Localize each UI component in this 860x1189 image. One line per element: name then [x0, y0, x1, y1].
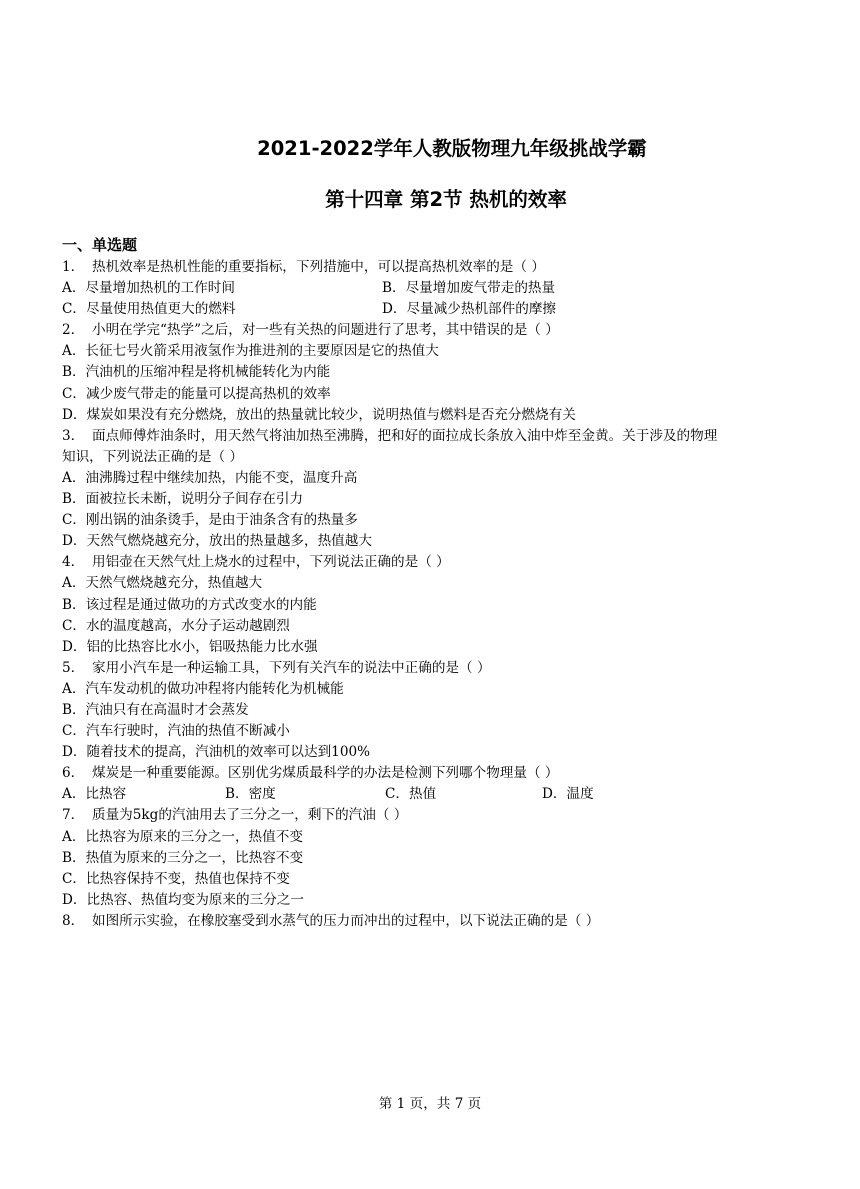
option-a: A．尽量增加热机的工作时间: [62, 280, 235, 297]
option-d: D．比热容、热值均变为原来的三分之一: [62, 891, 304, 908]
question-3: [62, 426, 852, 447]
document-title: 2021-2022学年人教版物理九年级挑战学霸: [257, 137, 647, 160]
option-c: C．尽量使用热值更大的燃料: [62, 301, 236, 318]
option-a: A．比热容: [62, 786, 127, 803]
question-number: 2．: [62, 322, 85, 339]
question-text: 如图所示实验，在橡胶塞受到水蒸气的压力而冲出的过程中，以下说法正确的是（ ）: [92, 912, 600, 929]
question-text: 小明在学完“热学”之后，对一些有关热的问题进行了思考，其中错误的是（ ）: [92, 322, 559, 339]
question-5: [62, 658, 852, 679]
question-4: [62, 552, 852, 573]
option-b: B．汽油机的压缩冲程是将机械能转化为内能: [62, 364, 331, 381]
option-d: D．煤炭如果没有充分燃烧，放出的热量就比较少，说明热值与燃料是否充分燃烧有关: [62, 406, 576, 423]
question-1-options-row: [62, 278, 852, 299]
question-number: 1．: [62, 259, 85, 275]
option-c: C．汽车行驶时，汽油的热值不断减小: [62, 723, 290, 740]
question-number: 8．: [62, 912, 85, 929]
question-list: [62, 257, 852, 932]
chapter-title: 第十四章 第2节 热机的效率: [325, 188, 567, 211]
option-d: D．尽量减少热机部件的摩擦: [382, 301, 557, 318]
option-c: C．比热容保持不变，热值也保持不变: [62, 870, 290, 887]
option-b: B．热值为原来的三分之一，比热容不变: [62, 849, 304, 866]
question-text-continued: 知识，下列说法正确的是（ ）: [62, 448, 244, 465]
page-footer: 第 1 页，共 7 页: [378, 1096, 482, 1112]
question-number: 5．: [62, 659, 85, 676]
question-1-options-row: [62, 299, 852, 320]
option-b: B．汽油只有在高温时才会蒸发: [62, 701, 249, 718]
section-heading: 一、单选题: [62, 236, 138, 254]
question-text: 质量为5kg的汽油用去了三分之一，剩下的汽油（ ）: [92, 807, 408, 824]
question-number: 4．: [62, 554, 85, 571]
question-text: 面点师傅炸油条时，用天然气将油加热至沸腾，把和好的面拉成长条放入油中炸至金黄。关于涉及的物理: [92, 427, 718, 444]
option-b: B．尽量增加废气带走的热量: [382, 280, 556, 297]
option-a: A．比热容为原来的三分之一，热值不变: [62, 828, 303, 845]
option-b: B．密度: [225, 786, 276, 803]
option-a: A．油沸腾过程中继续加热，内能不变，温度升高: [62, 469, 358, 486]
question-6: [62, 763, 852, 784]
question-number: 3．: [62, 427, 85, 444]
option-c: C．水的温度越高，水分子运动越剧烈: [62, 617, 290, 634]
question-2: [62, 320, 852, 341]
question-text: 家用小汽车是一种运输工具，下列有关汽车的说法中正确的是（ ）: [92, 659, 491, 676]
option-c: C．减少废气带走的能量可以提高热机的效率: [62, 385, 331, 402]
question-text: 煤炭是一种重要能源。区别优劣煤质最科学的办法是检测下列哪个物理量（ ）: [92, 765, 559, 782]
option-a: A．汽车发动机的做功冲程将内能转化为机械能: [62, 680, 344, 697]
question-number: 6．: [62, 765, 85, 782]
option-d: D．温度: [542, 786, 594, 803]
option-c: C．热值: [385, 786, 437, 803]
option-d: D．随着技术的提高，汽油机的效率可以达到100%: [62, 744, 371, 761]
option-c: C．刚出锅的油条烫手，是由于油条含有的热量多: [62, 512, 358, 529]
question-text: 用铝壶在天然气灶上烧水的过程中，下列说法正确的是（ ）: [92, 554, 450, 571]
question-1: [62, 257, 852, 278]
option-b: B．该过程是通过做功的方式改变水的内能: [62, 596, 317, 613]
option-b: B．面被拉长未断，说明分子间存在引力: [62, 491, 304, 508]
option-d: D．铝的比热容比水小，铝吸热能力比水强: [62, 638, 318, 655]
question-text: 热机效率是热机性能的重要指标，下列措施中，可以提高热机效率的是（ ）: [92, 259, 545, 275]
option-a: A．长征七号火箭采用液氢作为推进剂的主要原因是它的热值大: [62, 343, 439, 360]
question-6-options-row: [62, 784, 852, 805]
option-d: D．天然气燃烧越充分，放出的热量越多，热值越大: [62, 533, 372, 550]
option-a: A．天然气燃烧越充分，热值越大: [62, 575, 263, 592]
question-8: [62, 911, 852, 932]
question-number: 7．: [62, 807, 85, 824]
question-7: [62, 805, 852, 826]
